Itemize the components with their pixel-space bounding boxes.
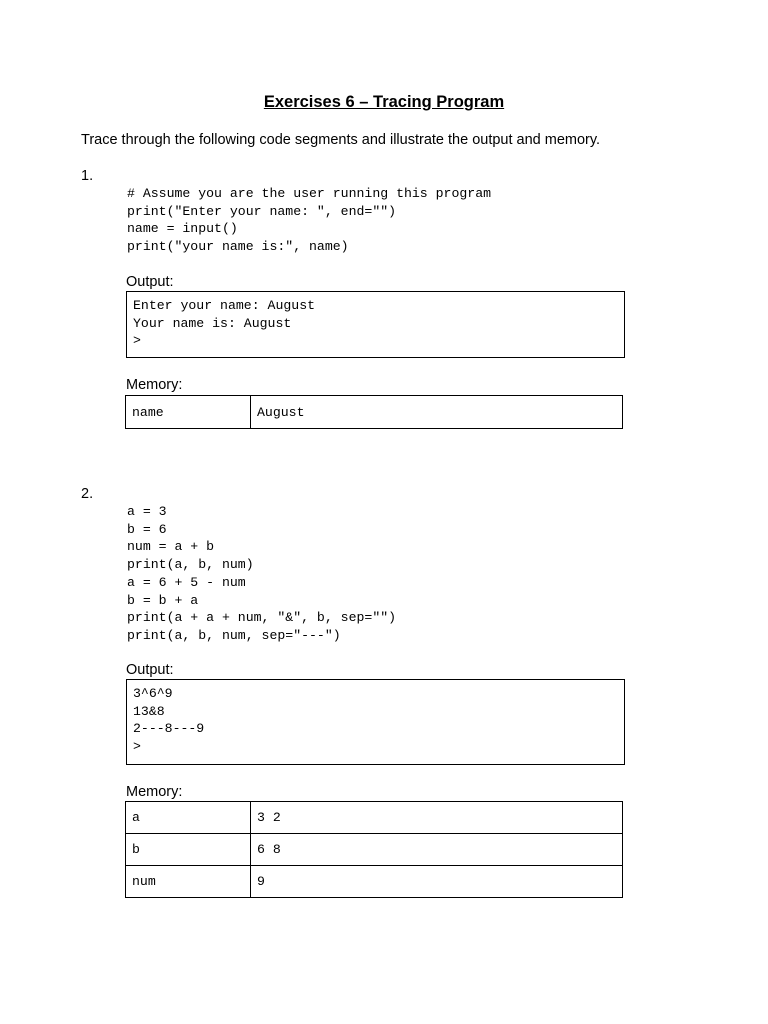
code-line: print(a, b, num) (127, 557, 254, 573)
exercise-2-output-label: Output: (126, 662, 174, 678)
exercise-1-memory-table (125, 395, 623, 429)
page-title: Exercises 6 – Tracing Program (263, 93, 505, 111)
memory-variable-name: num (126, 866, 251, 898)
code-line: print(a, b, num, sep="---") (127, 627, 341, 643)
output-line: > (133, 333, 141, 349)
intro-text: Trace through the following code segments and illustrate the output and memory. (81, 132, 601, 148)
code-line: name = input() (127, 221, 238, 237)
exercise-1-number: 1. (81, 168, 94, 184)
exercise-1-output-label: Output: (126, 274, 174, 290)
memory-row (126, 866, 623, 898)
memory-variable-name: name (126, 396, 251, 429)
memory-variable-value: August (251, 396, 623, 429)
memory-variable-value: 9 (251, 866, 623, 898)
code-line: num = a + b (127, 539, 215, 555)
code-line: print("Enter your name: ", end="") (127, 203, 397, 219)
memory-variable-name: a (126, 802, 251, 834)
code-line: b = 6 (127, 521, 167, 537)
exercise-1-output-box (126, 291, 625, 358)
memory-row (126, 834, 623, 866)
code-line: # Assume you are the user running this program (127, 186, 492, 201)
memory-variable-name: b (126, 834, 251, 866)
code-line: print("your name is:", name) (127, 239, 349, 255)
code-line: print(a + a + num, "&", b, sep="") (127, 610, 397, 626)
exercise-2-number: 2. (81, 486, 94, 502)
exercise-2-memory-table (125, 801, 623, 898)
output-line: > (133, 739, 141, 755)
exercise-2-memory-label: Memory: (126, 784, 183, 800)
memory-row (126, 802, 623, 834)
output-line: Your name is: August (133, 315, 292, 331)
output-line: 3^6^9 (133, 686, 173, 701)
memory-variable-value: 3 2 (251, 802, 623, 834)
memory-variable-value: 6 8 (251, 834, 623, 866)
exercise-1-memory-label: Memory: (126, 377, 183, 393)
memory-row (126, 396, 623, 429)
exercise-1-code (127, 185, 491, 256)
exercise-2-output-box (126, 679, 625, 765)
exercise-2-code (127, 503, 396, 645)
output-line: Enter your name: August (133, 298, 316, 313)
code-line: b = b + a (127, 592, 199, 608)
output-line: 2---8---9 (133, 721, 205, 737)
output-line: 13&8 (133, 703, 165, 719)
code-line: a = 3 (127, 504, 167, 519)
code-line: a = 6 + 5 - num (127, 574, 246, 590)
